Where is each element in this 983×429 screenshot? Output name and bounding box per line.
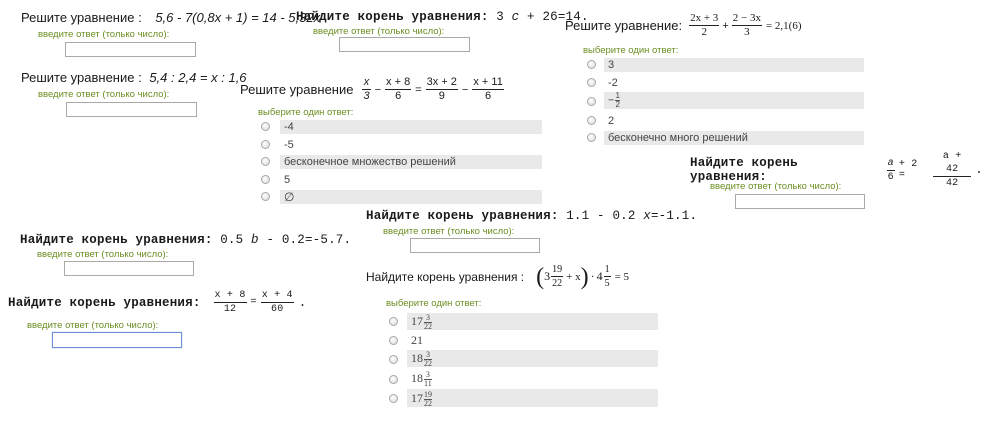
rhs: = 5	[614, 270, 630, 283]
variable: c	[511, 10, 520, 24]
numerator: 1	[604, 264, 610, 275]
question-2	[21, 70, 247, 85]
denominator: 3	[363, 90, 370, 102]
radio-option-1[interactable]	[389, 317, 398, 326]
variable: x	[643, 209, 651, 223]
fraction	[689, 12, 719, 39]
fraction	[214, 289, 247, 316]
denominator: 3	[744, 26, 750, 38]
input-hint: введите ответ (только число):	[38, 89, 170, 100]
numerator: 19	[424, 389, 432, 399]
radio-option-5[interactable]	[587, 133, 596, 142]
minus-sign: −	[374, 83, 382, 96]
input-hint: введите ответ (только число):	[383, 226, 515, 237]
option-label: бесконечно много решений	[604, 131, 864, 145]
option-label: 21	[411, 333, 423, 347]
option-label: бесконечное множество решений	[280, 155, 542, 169]
question-label: Найдите корень уравнения:	[20, 233, 213, 247]
answer-input-1[interactable]	[65, 42, 196, 57]
question-label: Найдите корень уравнения:	[690, 156, 798, 184]
variable: b	[251, 233, 259, 247]
numerator: 3x + 2	[426, 76, 457, 88]
fraction	[732, 12, 762, 39]
option-label	[407, 313, 658, 330]
numerator: x + 4	[261, 290, 293, 301]
fraction	[261, 289, 294, 316]
numerator: 1	[615, 91, 620, 100]
question-label: Решите уравнение:	[565, 18, 683, 33]
option-label: ∅	[280, 190, 542, 204]
whole: 18	[411, 351, 423, 365]
fraction	[424, 314, 432, 331]
option-label: -5	[284, 139, 294, 151]
fraction	[424, 391, 432, 408]
question-label: Решите уравнение	[240, 82, 354, 97]
whole: 17	[411, 314, 423, 328]
fraction	[604, 263, 611, 290]
question-label: Решите уравнение :	[21, 10, 142, 25]
answer-input-6[interactable]	[735, 194, 865, 209]
open-paren: (	[536, 263, 545, 290]
end-part: .	[298, 295, 307, 310]
radio-option-5[interactable]	[261, 192, 270, 201]
denominator: 6	[395, 90, 402, 102]
multiply-dot: ·	[590, 269, 595, 283]
denominator: 2	[615, 100, 620, 109]
option-label: -2	[608, 77, 618, 89]
option-label: 3	[604, 58, 864, 72]
question-8	[20, 233, 351, 247]
question-label: Найдите корень уравнения:	[296, 10, 489, 24]
answer-input-7[interactable]	[410, 238, 540, 253]
denominator: 11	[424, 378, 432, 388]
plus-sign: +	[722, 19, 729, 32]
question-label: Найдите корень уравнения :	[366, 269, 525, 284]
denominator: 22	[424, 358, 432, 368]
whole: 17	[411, 391, 423, 405]
fraction	[426, 76, 458, 103]
mixed-whole: 4	[596, 269, 603, 283]
equals-sign: =	[415, 83, 422, 96]
radio-option-3[interactable]	[587, 97, 596, 106]
option-label	[407, 370, 658, 387]
numerator: 3	[425, 369, 430, 379]
question-label: Найдите корень уравнения:	[8, 295, 201, 310]
input-hint: введите ответ (только число):	[27, 320, 159, 331]
fraction	[424, 351, 432, 368]
numerator: 2 − 3x	[732, 12, 761, 24]
fraction	[385, 76, 411, 103]
rhs: = 2,1(6)	[765, 19, 802, 32]
close-paren: )	[580, 263, 589, 290]
numerator: x + 8	[386, 76, 411, 88]
denominator: 22	[424, 398, 432, 408]
radio-option-3[interactable]	[389, 355, 398, 364]
denominator: 22	[424, 321, 432, 331]
question-label: Найдите корень уравнения:	[366, 209, 559, 223]
denominator: 22	[552, 278, 563, 289]
equals-sign: =	[250, 297, 257, 308]
mixed-whole: 3	[544, 269, 551, 283]
choice-hint: выберите один ответ:	[386, 298, 482, 309]
answer-input-2[interactable]	[66, 102, 197, 117]
choice-hint: выберите один ответ:	[258, 107, 354, 118]
denominator: 6	[485, 90, 492, 102]
option-label	[407, 350, 658, 367]
denominator: 9	[438, 90, 445, 102]
option-label	[407, 389, 658, 407]
denominator: 42	[945, 178, 959, 189]
numerator: x	[363, 76, 370, 88]
radio-option-5[interactable]	[389, 394, 398, 403]
radio-option-3[interactable]	[261, 157, 270, 166]
radio-option-4[interactable]	[261, 175, 270, 184]
numerator: 3	[426, 349, 430, 359]
answer-input-9[interactable]	[52, 332, 182, 348]
radio-option-1[interactable]	[261, 122, 270, 131]
equation: 5,6 - 7(0,8x + 1) = 14 - 5,32x	[155, 10, 321, 25]
equation: 5,4 : 2,4 = x : 1,6	[149, 70, 247, 85]
numerator: 2x + 3	[690, 12, 719, 24]
radio-option-4[interactable]	[587, 116, 596, 125]
eq-part: - 0.2=-5.7.	[266, 233, 352, 247]
numerator: a + 42	[933, 150, 971, 177]
input-hint: введите ответ (только число):	[37, 249, 169, 260]
eq-part: =-1.1.	[650, 209, 698, 223]
question-7	[366, 209, 697, 223]
fraction	[615, 92, 619, 109]
answer-input-3[interactable]	[339, 37, 470, 52]
radio-option-1[interactable]	[587, 60, 596, 69]
numerator: x + 8	[214, 290, 246, 301]
plus-x: + x	[566, 270, 581, 283]
answer-input-8[interactable]	[64, 261, 194, 276]
option-label	[604, 92, 864, 109]
denominator: 5	[604, 278, 610, 289]
numerator: x + 11	[473, 76, 503, 88]
denominator: 2	[701, 26, 707, 38]
question-label: Решите уравнение :	[21, 70, 142, 85]
fraction	[551, 263, 563, 290]
numerator: 19	[552, 264, 563, 275]
radio-option-2[interactable]	[261, 140, 270, 149]
fraction	[424, 371, 432, 388]
eq-part: 1.1 - 0.2	[566, 209, 636, 223]
question-3	[296, 10, 589, 24]
fraction	[362, 76, 370, 103]
option-label: -4	[280, 120, 542, 134]
mid-part: + 2 =	[898, 159, 918, 181]
denominator: 12	[223, 304, 237, 315]
question-5	[565, 12, 802, 39]
eq-part: + 26=14.	[527, 10, 589, 24]
eq-part: 0.5	[220, 233, 244, 247]
question-4	[240, 76, 505, 103]
eq-part: 3	[496, 10, 504, 24]
choice-hint: выберите один ответ:	[583, 45, 679, 56]
question-9	[8, 289, 306, 316]
radio-option-2[interactable]	[389, 336, 398, 345]
option-label: 2	[608, 115, 615, 127]
fraction	[887, 157, 895, 184]
fraction	[472, 76, 503, 103]
denominator: 60	[271, 304, 284, 315]
question-10	[366, 263, 629, 290]
radio-option-2[interactable]	[587, 78, 596, 87]
question-1	[21, 10, 320, 25]
denominator: 6	[887, 171, 894, 183]
fraction	[933, 150, 971, 190]
option-label: 5	[284, 174, 291, 186]
input-hint: введите ответ (только число):	[313, 26, 445, 37]
numerator: 3	[426, 312, 430, 322]
input-hint: введите ответ (только число):	[38, 29, 170, 40]
end-part: .	[975, 163, 983, 177]
numerator: a	[887, 157, 894, 169]
minus-sign: −	[461, 83, 469, 96]
input-hint: введите ответ (только число):	[710, 181, 842, 192]
minus-sign: −	[608, 94, 615, 107]
whole: 18	[411, 371, 423, 385]
radio-option-4[interactable]	[389, 375, 398, 384]
